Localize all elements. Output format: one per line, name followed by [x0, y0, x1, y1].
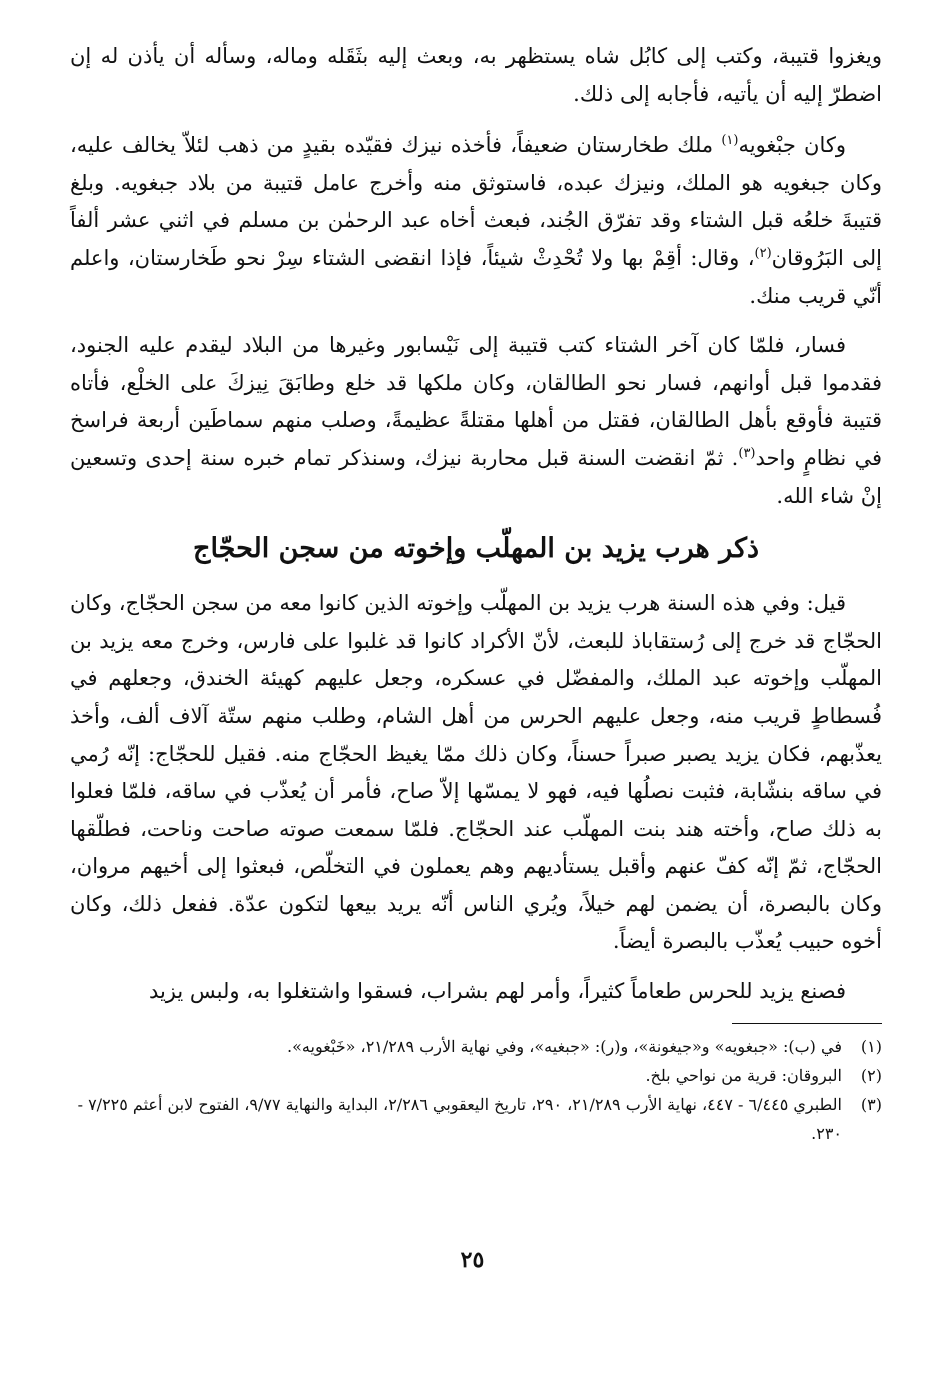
paragraph-5-text: فصنع يزيد للحرس طعاماً كثيراً، وأمر لهم بشراب، فسقوا واشتغلوا به، ولبس يزيد [148, 979, 846, 1004]
footnote-2-text: البروقان: قرية من نواحي بلخ. [645, 1065, 842, 1085]
footnote-3-text: الطبري ٦/٤٤٥ - ٤٤٧، نهاية الأرب ٢١/٢٨٩، ٢٩٠، تاريخ اليعقوبي ٢/٢٨٦، البداية والنهاية ٩/٧٧، الفتوح لابن أعثم ٧/٢٢٥ - ٢٣٠. [77, 1094, 842, 1143]
paragraph-2 [70, 127, 882, 315]
paragraph-3 [70, 327, 882, 515]
footnote-ref-2[interactable]: (٢) [754, 245, 772, 261]
footnote-2-number: (٢) [860, 1065, 882, 1085]
footnote-1-number: (١) [860, 1036, 882, 1056]
paragraph-4-text: قيل: وفي هذه السنة هرب يزيد بن المهلّب وإخوته الذين كانوا معه من سجن الحجّاج، وكان الحجّاج قد خرج إلى رُستقاباذ للبعث، لأنّ الأكراد كانوا قد غلبوا على فارس، وخرج معه يزيد بن المهلّب وإخوته عبد الملك، والمفضّل في عسكره، وجعل عليهم كهيئة الخندق، وجعلهم في فُسطاطٍ قريب منه، وجعل عليهم الحرس من أهل الشام، وطلب منهم ستّة آلاف ألف، وأخذ يعذّبهم، فكان يزيد يصبر صبراً حسناً، وكان ذلك ممّا يغيظ الحجّاج منه. فقيل للحجّاج: إنّه رُمي في ساقه بنشّابة، فثبت نصلُها فيه، فهو لا يمسّها إلاّ صاح، فأمر أن يُعذّب في ساقه، فلمّا فعلوا به ذلك صاح، وأخته هند بنت المهلّب عند الحجّاج. فلمّا سمعت صوته صاحت وناحت، فطلّقها الحجّاج، ثمّ إنّه كفّ عنهم وأقبل يستأديهم وهم يعملون في التخلّص، فبعثوا إلى أخيهم مروان، وكان بالبصرة، أن يضمن لهم خيلاً، ويُري الناس أنّه يريد بيعها لتكون عدّة. ففعل ذلك، وكان أخوه حبيب يُعذّب بالبصرة أيضاً. [70, 591, 882, 954]
footnote-3-number: (٣) [860, 1094, 882, 1114]
section-heading: ذكر هرب يزيد بن المهلّب وإخوته من سجن الحجّاج [193, 533, 759, 565]
footnote-ref-3[interactable]: (٣) [738, 445, 756, 461]
footnote-1 [70, 1032, 882, 1061]
footnotes [70, 1032, 882, 1148]
paragraph-4 [70, 585, 882, 961]
paragraph-1 [70, 38, 882, 113]
paragraph-2-text-a: وكان جبْغويه [738, 133, 846, 158]
paragraph-2-text-c: ، وقال: أقِمْ بها ولا تُحْدِثْ شيئاً، فإذا انقضى الشتاء سِرْ نحو طَخارستان، واعلم أنّي قريب منك. [70, 245, 882, 308]
paragraph-1-text: ويغزوا قتيبة، وكتب إلى كابُل شاه يستظهر به، وبعث إليه بثَقَله وماله، وسأله أن يأذن له إن اضطرّ إليه أن يأتيه، فأجابه إلى ذلك. [70, 44, 882, 106]
footnote-2 [70, 1061, 882, 1090]
page-body [70, 38, 882, 1148]
paragraph-3-text-b: . ثمّ انقضت السنة قبل محاربة نيزك، وسنذكر تمام خبره سنة إحدى وتسعين إنْ شاء الله. [70, 445, 882, 508]
paragraph-5 [70, 973, 882, 1011]
footnote-3 [70, 1090, 882, 1148]
paragraph-3-text-a: فسار، فلمّا كان آخر الشتاء كتب قتيبة إلى نَيْسابور وغيرها من البلاد ليقدم عليه الجنود، فقدموا قبل أوانهم، فسار نحو الطالقان، وكان ملكها قد خلع وطابَقَ نِيزكَ على الخلْع، فأتاه قتيبة فأوقع بأهل الطالقان، فقتل من أهلها مقتلةً عظيمةً، وصلب منهم سماطَين أربعة فراسخ في نظامٍ واحد [70, 333, 882, 470]
paragraph-2-text-b: ملك طخارستان ضعيفاً، فأخذه نيزك فقيّده بقيدٍ من ذهب لئلاّ يخالف عليه، وكان جبغويه هو الملك، ونيزك عبده، فاستوثق منه وأخرج عامل قتيبة من بلاد جبغويه. وبلغ قتيبةَ خلعُه قبل الشتاء وقد تفرّق الجُند، فبعث أخاه عبد الرحمٰن بن مسلم في اثني عشر ألفاً إلى البَرُوقان [70, 133, 883, 270]
footnote-ref-1[interactable]: (١) [721, 133, 739, 149]
page-number: ٢٥ [460, 1247, 485, 1273]
footnote-1-text: في (ب): «جبغويه» و«جيغونة»، و(ر): «جبغيه»، وفي نهاية الأرب ٢١/٢٨٩، «خَبْغويه». [287, 1036, 842, 1056]
footnote-divider [732, 1023, 882, 1024]
